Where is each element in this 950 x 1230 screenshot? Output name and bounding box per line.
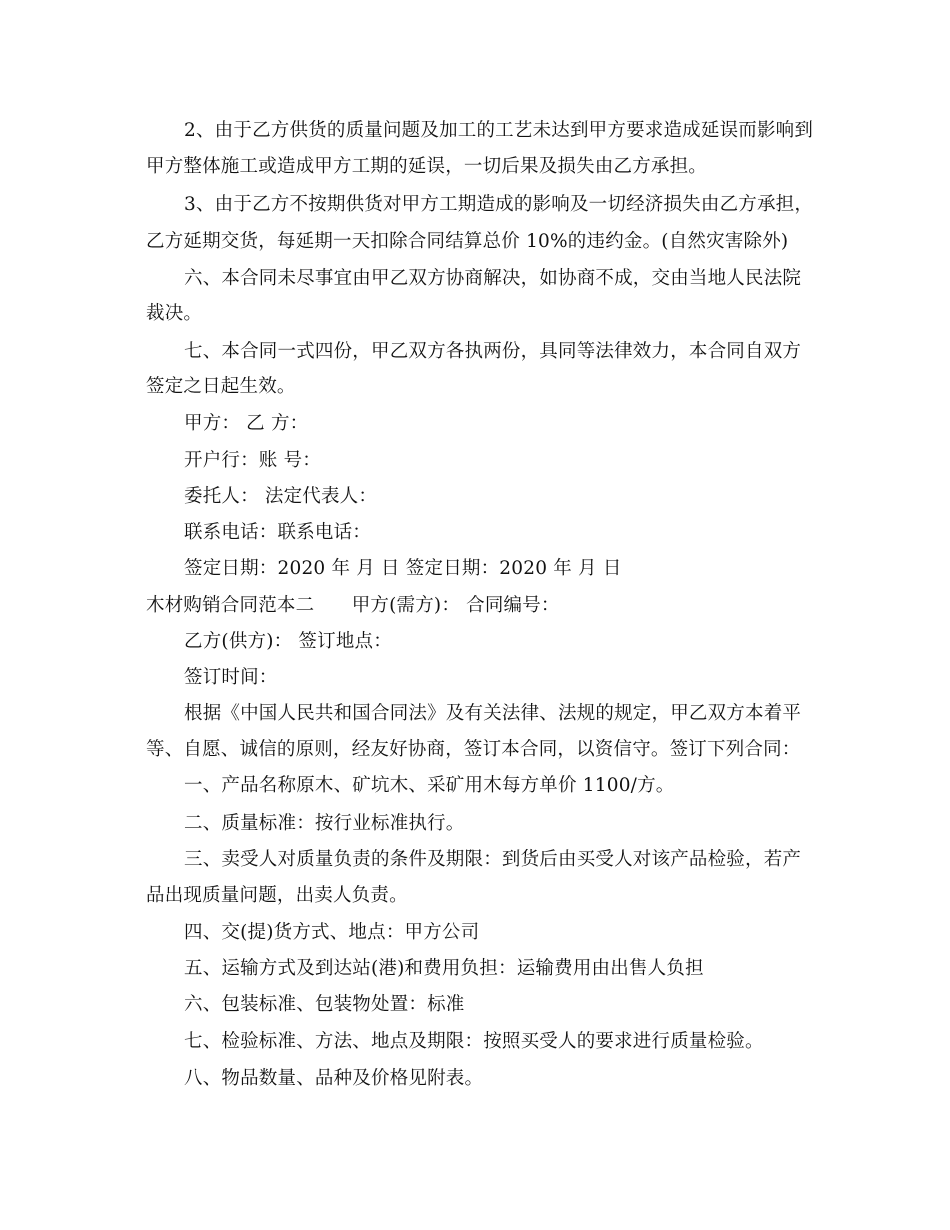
agent-line: 委托人： 法定代表人：: [184, 486, 378, 507]
item-6-line: 六、包装标准、包装物处置：标准: [184, 994, 465, 1015]
party-line: 甲方： 乙 方：: [184, 413, 309, 434]
item-1-line: 一、产品名称原木、矿坑木、采矿用木每方单价 1100/方。: [184, 775, 675, 796]
contract-two-title-line: 木材购销合同范本二 甲方(需方)： 合同编号：: [146, 595, 560, 616]
section-6-line-1: 六、本合同未尽事宜由甲乙双方协商解决，如协商不成，交由当地人民法院: [184, 268, 802, 289]
bank-line: 开户行：账 号：: [184, 450, 321, 471]
section-6-line-2: 裁决。: [146, 303, 203, 324]
section-7-line-1: 七、本合同一式四份，甲乙双方各执两份，具同等法律效力，本合同自双方: [184, 341, 802, 362]
clause-2-line-2: 甲方整体施工或造成甲方工期的延误，一切后果及损失由乙方承担。: [146, 156, 708, 177]
item-8-line: 八、物品数量、品种及价格见附表。: [184, 1068, 484, 1089]
phone-line: 联系电话：联系电话：: [184, 522, 372, 543]
clause-3-line-1: 3、由于乙方不按期供货对甲方工期造成的影响及一切经济损失由乙方承担，: [184, 194, 814, 215]
clause-2-line-1: 2、由于乙方供货的质量问题及加工的工艺未达到甲方要求造成延误而影响到: [184, 120, 814, 141]
preamble-line-1: 根据《中国人民共和国合同法》及有关法律、法规的规定，甲乙双方本着平: [184, 703, 802, 724]
item-7-line: 七、检验标准、方法、地点及期限：按照买受人的要求进行质量检验。: [184, 1031, 764, 1052]
item-3-line-2: 品出现质量问题，出卖人负责。: [146, 885, 408, 906]
preamble-line-2: 等、自愿、诚信的原则，经友好协商，签订本合同，以资信守。签订下列合同：: [146, 739, 801, 760]
item-4-line: 四、交(提)货方式、地点：甲方公司: [184, 922, 480, 943]
item-2-line: 二、质量标准：按行业标准执行。: [184, 813, 465, 834]
supplier-line: 乙方(供方)： 签订地点：: [184, 631, 392, 652]
item-3-line-1: 三、卖受人对质量负责的条件及期限：到货后由买受人对该产品检验，若产: [184, 849, 802, 870]
clause-3-line-2: 乙方延期交货，每延期一天扣除合同结算总价 10%的违约金。(自然灾害除外): [146, 231, 789, 252]
section-7-line-2: 签定之日起生效。: [146, 376, 296, 397]
signing-date-line: 签定日期：2020 年 月 日 签定日期：2020 年 月 日: [184, 558, 622, 579]
signing-time-line: 签订时间：: [184, 667, 278, 688]
item-5-line: 五、运输方式及到达站(港)和费用负担：运输费用由出售人负担: [184, 958, 704, 979]
